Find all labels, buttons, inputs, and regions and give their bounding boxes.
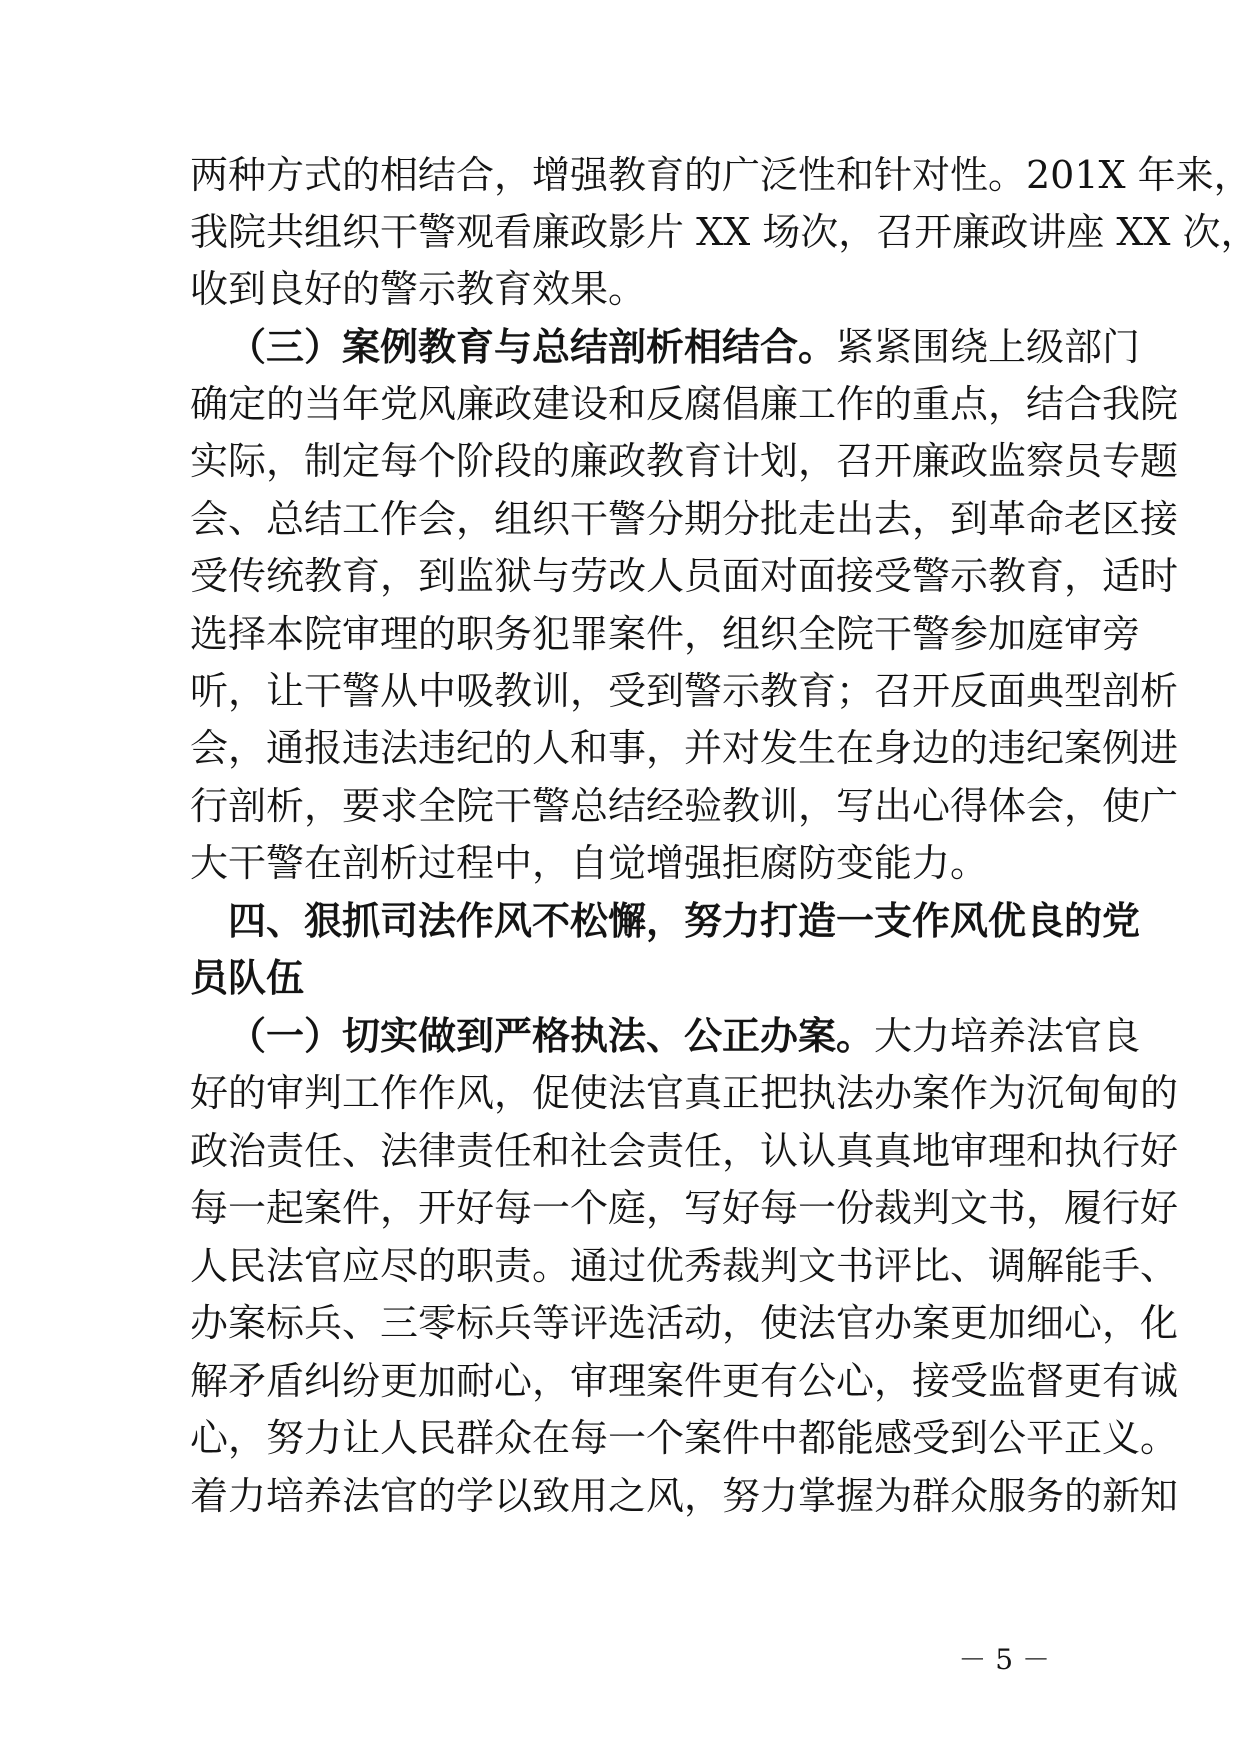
text-line: 大干警在剖析过程中，自觉增强拒腐防变能力。 bbox=[190, 841, 989, 885]
paragraph-heading: （一）切实做到严格执法、公正办案。 bbox=[228, 1014, 875, 1058]
text-line: 听，让干警从中吸教训，受到警示教育；召开反面典型剖析 bbox=[190, 669, 1179, 713]
text-line: 心，努力让人民群众在每一个案件中都能感受到公平正义。 bbox=[190, 1416, 1179, 1460]
text-span: 大力培养法官良 bbox=[874, 1014, 1141, 1058]
paragraph-lead-line bbox=[190, 322, 1141, 372]
page-number: － 5 － bbox=[958, 1643, 1050, 1676]
section-title-line: 四、狠抓司法作风不松懈，努力打造一支作风优良的党 bbox=[228, 899, 1141, 943]
text-line: 政治责任、法律责任和社会责任，认认真真地审理和执行好 bbox=[190, 1129, 1179, 1173]
text-line: 解矛盾纠纷更加耐心，审理案件更有公心，接受监督更有诚 bbox=[190, 1359, 1179, 1403]
text-line: 选择本院审理的职务犯罪案件，组织全院干警参加庭审旁 bbox=[190, 612, 1141, 656]
text-line: 每一起案件，开好每一个庭，写好每一份裁判文书，履行好 bbox=[190, 1186, 1179, 1230]
text-line: 着力培养法官的学以致用之风，努力掌握为群众服务的新知 bbox=[190, 1474, 1179, 1518]
paragraph-lead-line bbox=[190, 1011, 1141, 1061]
text-line: 好的审判工作作风，促使法官真正把执法办案作为沉甸甸的 bbox=[190, 1071, 1179, 1115]
section-title bbox=[190, 896, 1141, 946]
section-title-line: 员队伍 bbox=[190, 956, 305, 1000]
text-line: 办案标兵、三零标兵等评选活动，使法官办案更加细心，化 bbox=[190, 1301, 1179, 1345]
text-line: 我院共组织干警观看廉政影片 XX 场次，召开廉政讲座 XX 次， bbox=[190, 210, 1259, 254]
text-line: 收到良好的警示教育效果。 bbox=[190, 267, 647, 311]
text-line: 人民法官应尽的职责。通过优秀裁判文书评比、调解能手、 bbox=[190, 1244, 1179, 1288]
text-line: 会，通报违法违纪的人和事，并对发生在身边的违纪案例进 bbox=[190, 726, 1179, 770]
paragraph-heading: （三）案例教育与总结剖析相结合。 bbox=[228, 325, 837, 369]
text-line: 确定的当年党风廉政建设和反腐倡廉工作的重点，结合我院 bbox=[190, 382, 1179, 426]
text-line: 两种方式的相结合，增强教育的广泛性和针对性。201X 年来， bbox=[190, 153, 1252, 197]
text-line: 行剖析，要求全院干警总结经验教训，写出心得体会，使广 bbox=[190, 784, 1179, 828]
text-line: 实际，制定每个阶段的廉政教育计划，召开廉政监察员专题 bbox=[190, 439, 1179, 483]
text-line: 会、总结工作会，组织干警分期分批走出去，到革命老区接 bbox=[190, 497, 1179, 541]
text-line: 受传统教育，到监狱与劳改人员面对面接受警示教育，适时 bbox=[190, 554, 1179, 598]
text-span: 紧紧围绕上级部门 bbox=[836, 325, 1141, 369]
